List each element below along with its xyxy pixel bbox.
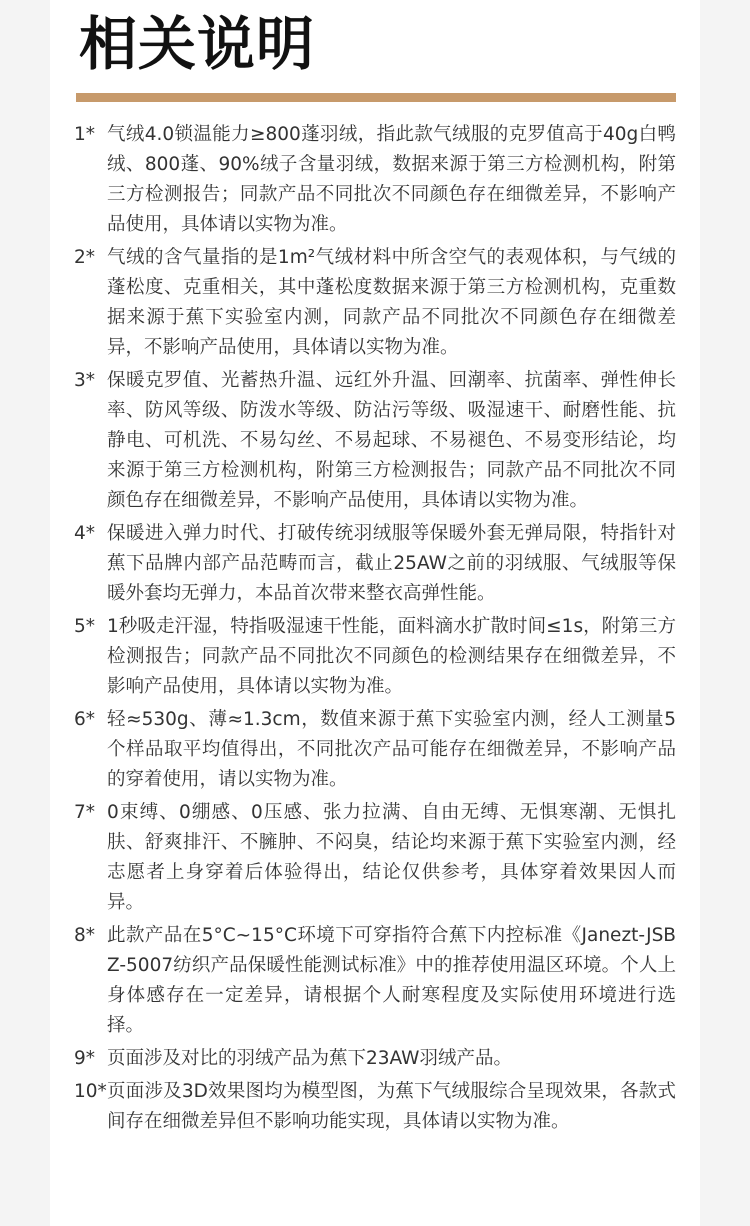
title-divider [76,93,676,102]
note-text: 保暖克罗值、光蓄热升温、远红外升温、回潮率、抗菌率、弹性伸长率、防风等级、防泼水等级、防沾污等级、吸湿速干、耐磨性能、抗静电、可机洗、不易勾丝、不易起球、不易褪色、不易变形结论，均来源于第三方检测机构，附第三方检测报告；同款产品不同批次不同颜色存在细微差异，不影响产品使用，具体请以实物为准。 [107,370,676,511]
note-number: 4* [74,523,96,544]
note-number: 5* [74,616,96,637]
note-text: 气绒4.0锁温能力≥800蓬羽绒，指此款气绒服的克罗值高于40g白鸭绒、800蓬、90%绒子含量羽绒，数据来源于第三方检测机构，附第三方检测报告；同款产品不同批次不同颜色存在细微差异，不影响产品使用，具体请以实物为准。 [107,124,676,235]
note-text: 气绒的含气量指的是1m²气绒材料中所含空气的表观体积，与气绒的蓬松度、克重相关，其中蓬松度数据来源于第三方检测机构，克重数据来源于蕉下实验室内测，同款产品不同批次不同颜色存在细微差异，不影响产品使用，具体请以实物为准。 [107,247,676,358]
note-item [74,1077,676,1137]
notes-list [74,120,676,1140]
note-item [74,366,676,516]
note-text: 页面涉及对比的羽绒产品为蕉下23AW羽绒产品。 [107,1048,512,1069]
note-item [74,705,676,795]
note-item [74,519,676,609]
note-item [74,1044,676,1074]
note-item [74,798,676,918]
note-number: 9* [74,1048,96,1069]
note-item [74,921,676,1041]
note-number: 1* [74,124,96,145]
note-number: 6* [74,709,96,730]
note-text: 页面涉及3D效果图均为模型图，为蕉下气绒服综合呈现效果，各款式间存在细微差异但不影响功能实现，具体请以实物为准。 [107,1081,676,1132]
note-number: 7* [74,802,96,823]
note-number: 3* [74,370,96,391]
note-text: 0束缚、0绷感、0压感、张力拉满、自由无缚、无惧寒潮、无惧扎肤、舒爽排汗、不臃肿、不闷臭，结论均来源于蕉下实验室内测，经志愿者上身穿着后体验得出，结论仅供参考，具体穿着效果因人而异。 [107,802,676,913]
note-text: 此款产品在5°C~15°C环境下可穿指符合蕉下内控标准《Janezt-JSBZ-5007纺织产品保暖性能测试标准》中的推荐使用温区环境。个人上身体感存在一定差异，请根据个人耐寒程度及实际使用环境进行选择。 [107,925,676,1036]
note-item [74,243,676,363]
note-text: 1秒吸走汗湿，特指吸湿速干性能，面料滴水扩散时间≤1s，附第三方检测报告；同款产品不同批次不同颜色的检测结果存在细微差异，不影响产品使用，具体请以实物为准。 [107,616,676,697]
note-number: 8* [74,925,96,946]
note-number: 2* [74,247,96,268]
page-title: 相关说明 [79,10,316,78]
note-item [74,120,676,240]
note-number: 10* [74,1081,107,1102]
note-item [74,612,676,702]
note-text: 保暖进入弹力时代、打破传统羽绒服等保暖外套无弹局限，特指针对蕉下品牌内部产品范畴而言，截止25AW之前的羽绒服、气绒服等保暖外套均无弹力，本品首次带来整衣高弹性能。 [107,523,676,604]
note-text: 轻≈530g、薄≈1.3cm，数值来源于蕉下实验室内测，经人工测量5个样品取平均值得出，不同批次产品可能存在细微差异，不影响产品的穿着使用，请以实物为准。 [107,709,676,790]
